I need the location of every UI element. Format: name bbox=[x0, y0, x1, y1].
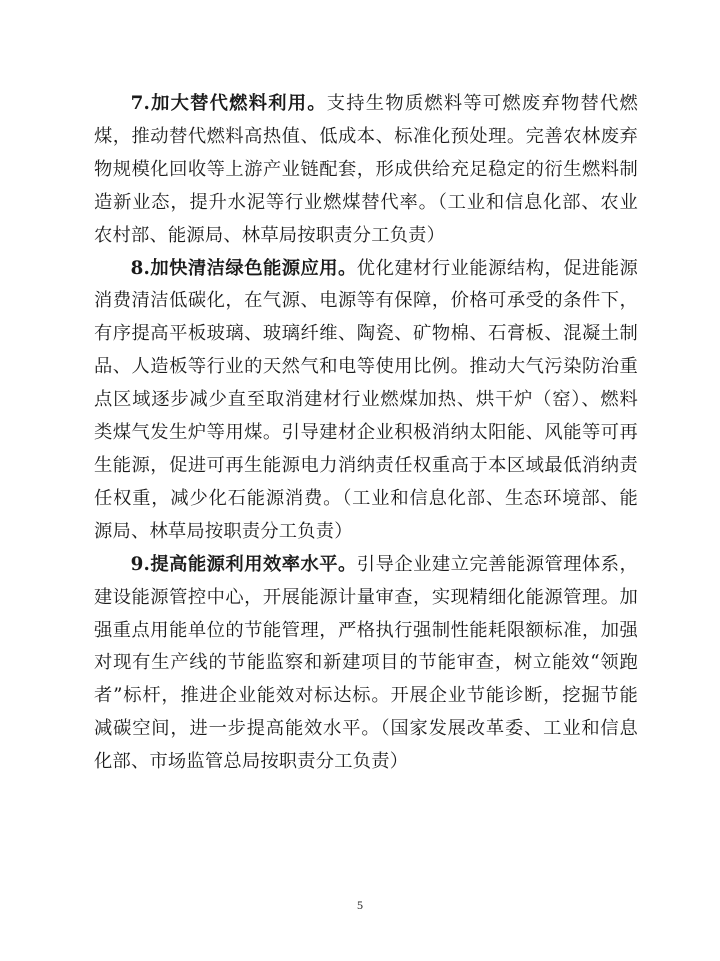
paragraph-9 bbox=[94, 549, 638, 779]
paragraph-heading: 8.加快清洁绿色能源应用。 bbox=[130, 257, 357, 279]
paragraph-heading: 9.提高能源利用效率水平。 bbox=[130, 553, 357, 575]
page-number: 5 bbox=[357, 898, 363, 912]
paragraph-7 bbox=[94, 88, 638, 253]
paragraph-text: 支持生物质燃料等可燃废弃物替代燃煤，推动替代燃料高热值、低成本、标准化预处理。完善农林废弃物规模化回收等上游产业链配套，形成供给充足稳定的衍生燃料制造新业态，提升水泥等行业燃煤替代率。（工业和信息化部、农业农村部、能源局、林草局按职责分工负责） bbox=[94, 93, 638, 246]
body-text bbox=[94, 88, 638, 779]
paragraph-text: 优化建材行业能源结构，促进能源消费清洁低碳化，在气源、电源等有保障，价格可承受的条件下，有序提高平板玻璃、玻璃纤维、陶瓷、矿物棉、石膏板、混凝土制品、人造板等行业的天然气和电等使用比例。推动大气污染防治重点区域逐步减少直至取消建材行业燃煤加热、烘干炉（窑）、燃料类煤气发生炉等用煤。引导建材企业积极消纳太阳能、风能等可再生能源，促进可再生能源电力消纳责任权重高于本区域最低消纳责任权重，减少化石能源消费。（工业和信息化部、生态环境部、能源局、林草局按职责分工负责） bbox=[94, 257, 639, 542]
paragraph-8 bbox=[94, 253, 638, 549]
paragraph-text: 引导企业建立完善能源管理体系，建设能源管控中心，开展能源计量审查，实现精细化能源管理。加强重点用能单位的节能管理，严格执行强制性能耗限额标准，加强对现有生产线的节能监察和新建项目的节能审查，树立能效“领跑者”标杆，推进企业能效对标达标。开展企业节能诊断，挖掘节能减碳空间，进一步提高能效水平。（国家发展改革委、工业和信息化部、市场监管总局按职责分工负责） bbox=[94, 553, 639, 773]
paragraph-heading: 7.加大替代燃料利用。 bbox=[130, 93, 327, 114]
